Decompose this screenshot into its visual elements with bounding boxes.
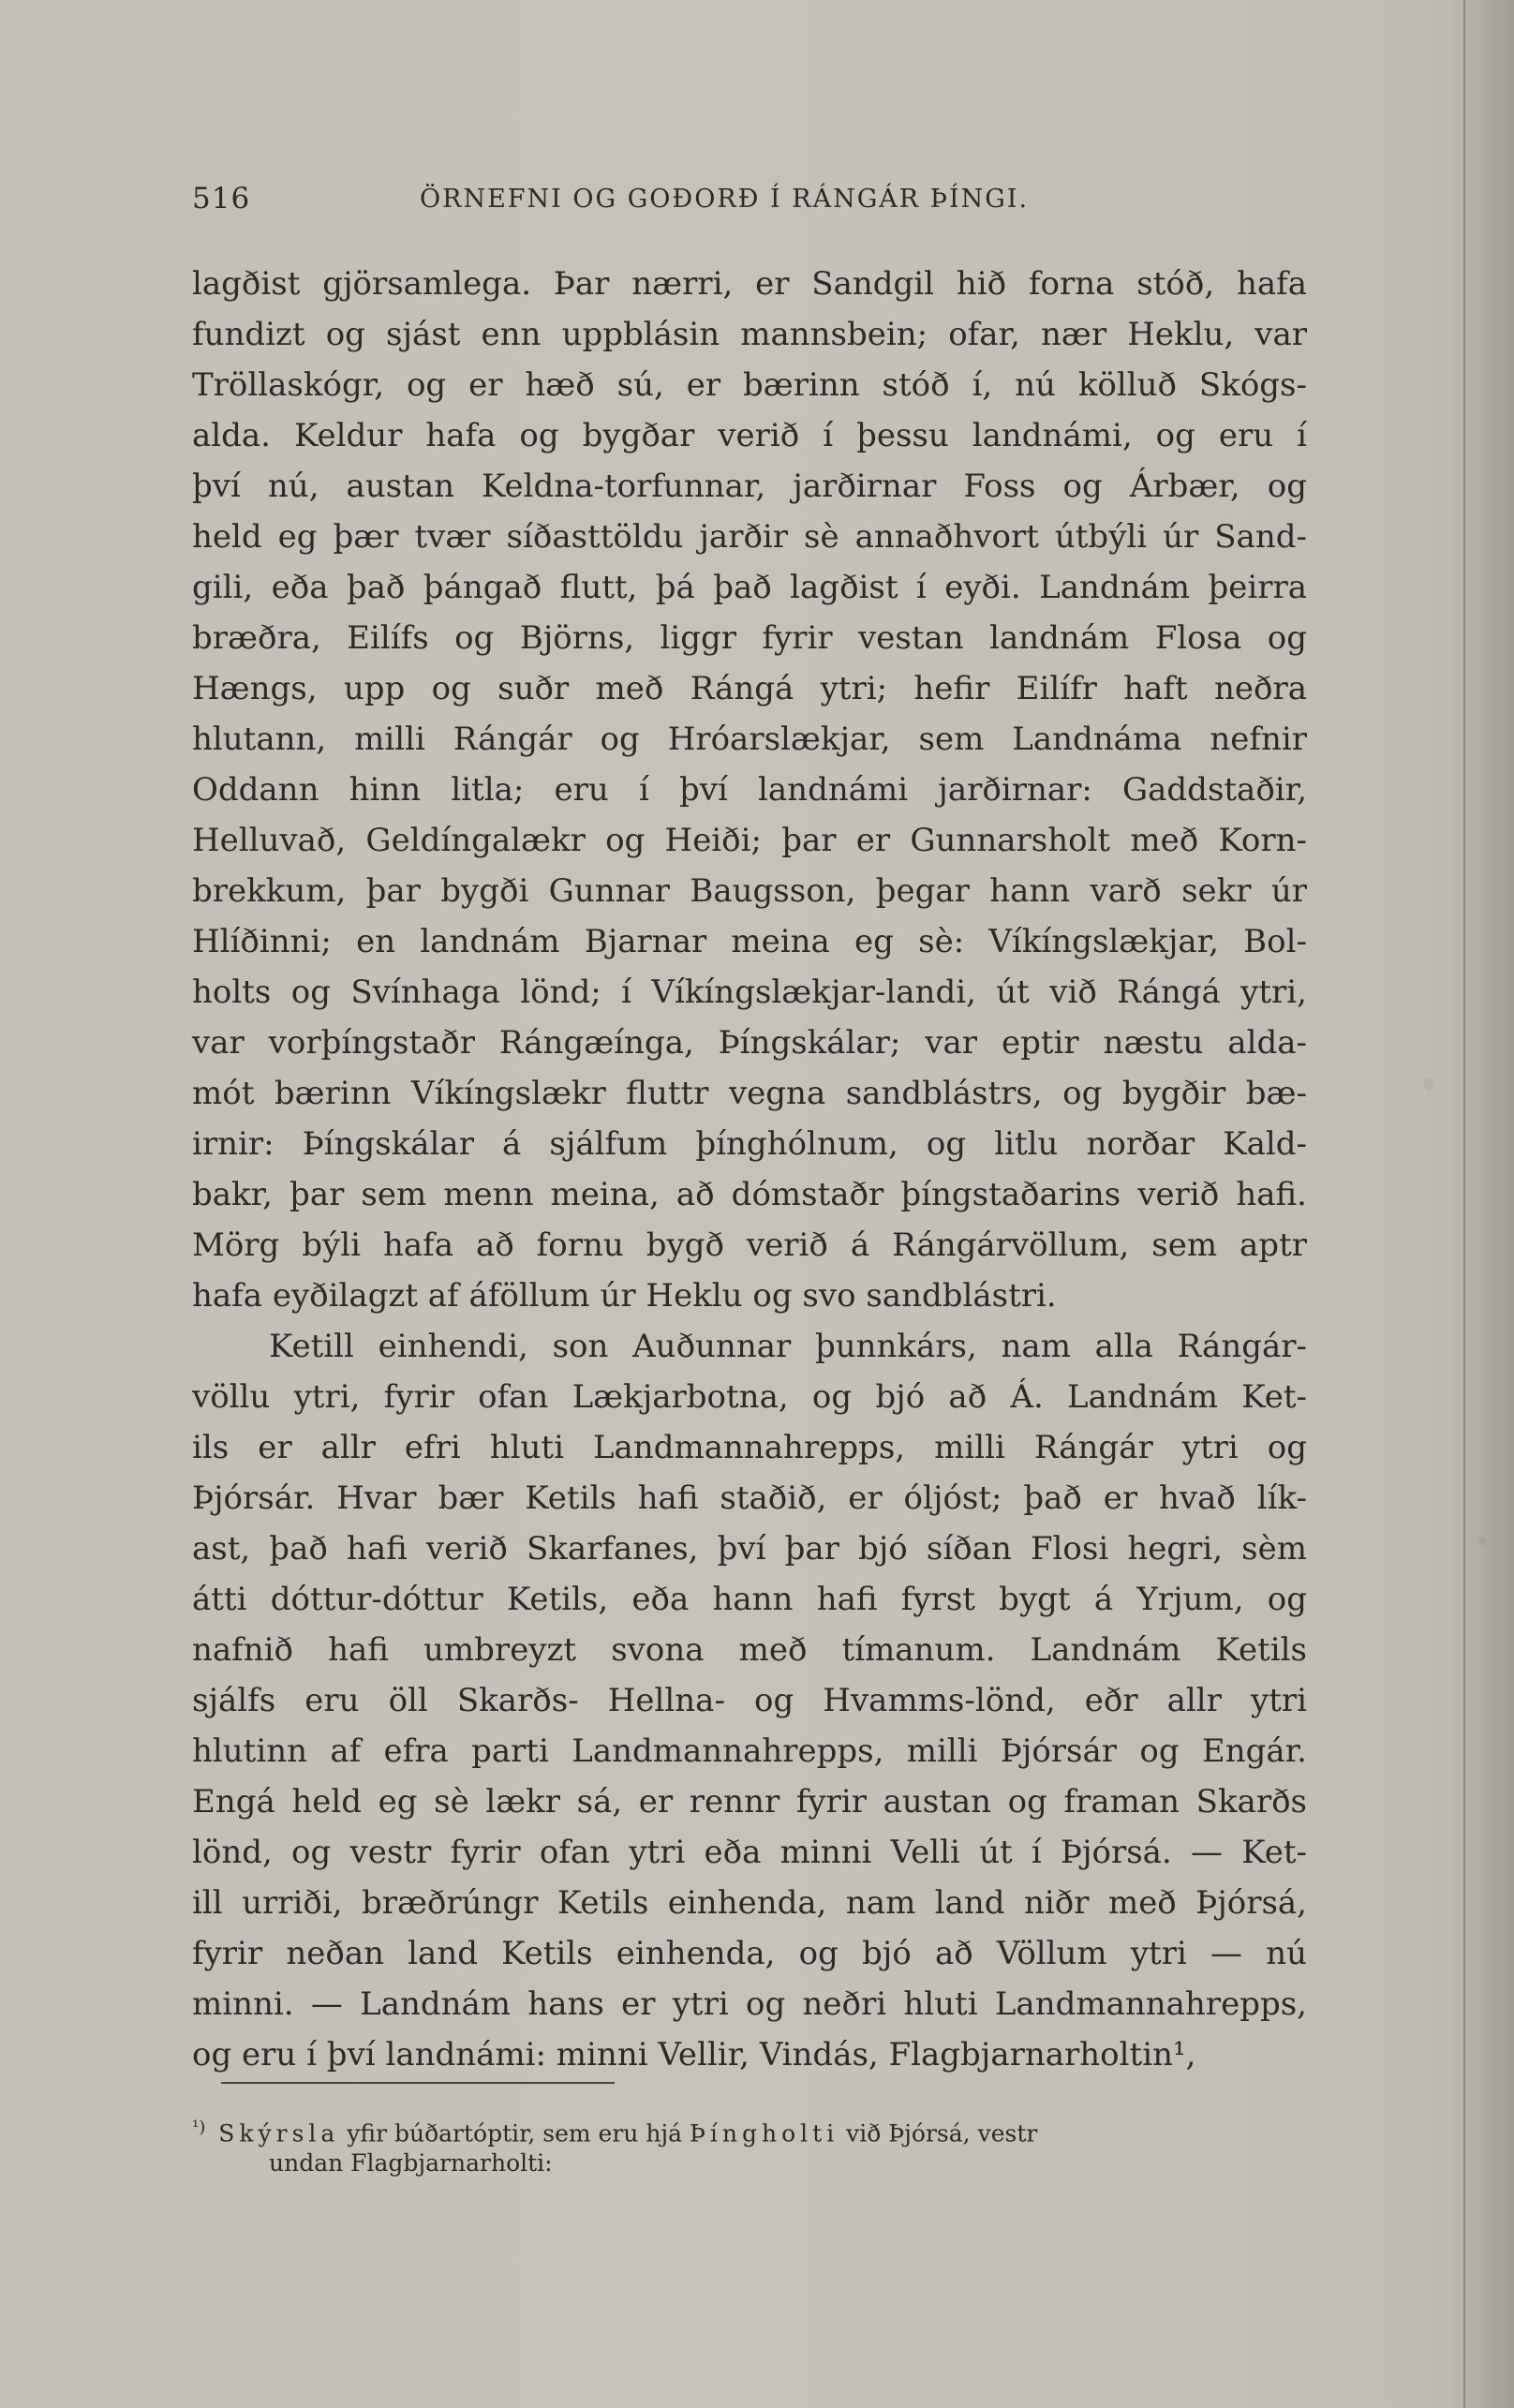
running-head	[192, 182, 1316, 219]
page-number: 516	[192, 182, 251, 216]
text-line: lönd, og vestr fyrir ofan ytri eða minni Velli út í Þjórsá. — Ket-	[192, 1834, 1307, 1871]
text-line: Hængs, upp og suðr með Rángá ytri; hefir Eilífr haft neðra	[192, 670, 1307, 707]
text-line: ast, það hafi verið Skarfanes, því þar bjó síðan Flosi hegri, sèm	[192, 1530, 1307, 1568]
text-line: Oddann hinn litla; eru í því landnámi jarðirnar: Gaddstaðir,	[192, 771, 1307, 809]
text-line: Helluvað, Geldíngalækr og Heiði; þar er Gunnarsholt með Korn-	[192, 822, 1307, 859]
running-title: ÖRNEFNI OG GOÐORÐ Í RÁNGÁR ÞÍNGI.	[420, 185, 1030, 214]
text-line: Tröllaskógr, og er hæð sú, er bærinn stóð í, nú kölluð Skógs-	[192, 366, 1307, 404]
paper-spot	[1478, 1537, 1486, 1546]
footnote	[192, 2110, 1307, 2181]
text-line: völlu ytri, fyrir ofan Lækjarbotna, og bjó að Á. Landnám Ket-	[192, 1378, 1307, 1416]
text-line: Engá held eg sè lækr sá, er rennr fyrir austan og framan Skarðs	[192, 1783, 1307, 1821]
footnote-lead: Skýrsla	[218, 2119, 340, 2148]
text-line: Mörg býli hafa að fornu bygð verið á Rángárvöllum, sem aptr	[192, 1226, 1307, 1264]
text-line: ill urriði, bræðrúngr Ketils einhenda, nam land niðr með Þjórsá,	[192, 1884, 1307, 1922]
text-line: minni. — Landnám hans er ytri og neðri hluti Landmannahrepps,	[192, 1985, 1307, 2023]
footnote-text: við Þjórsá, vestr	[846, 2119, 1038, 2148]
body-text	[192, 259, 1307, 2080]
text-line: Ketill einhendi, son Auðunnar þunnkárs, nam alla Rángár-	[269, 1328, 1307, 1365]
text-line: nafnið hafi umbreyzt svona með tímanum. Landnám Ketils	[192, 1631, 1307, 1669]
footnote-line: undan Flagbjarnarholti:	[269, 2149, 553, 2177]
text-line: gili, eða það þángað flutt, þá það lagðist í eyði. Landnám þeirra	[192, 569, 1307, 606]
text-line: var vorþíngstaðr Rángæínga, Þíngskálar; var eptir næstu alda-	[192, 1024, 1307, 1062]
text-line: hlutinn af efra parti Landmannahrepps, milli Þjórsár og Engár.	[192, 1732, 1307, 1770]
text-line: alda. Keldur hafa og bygðar verið í þessu landnámi, og eru í	[192, 417, 1307, 454]
text-line: brekkum, þar bygði Gunnar Baugsson, þegar hann varð sekr úr	[192, 872, 1307, 910]
text-line: irnir: Þíngskálar á sjálfum þínghólnum, og litlu norðar Kald-	[192, 1125, 1307, 1163]
footnote-place: Þíngholti	[690, 2119, 839, 2148]
text-line: hafa eyðilagzt af áföllum úr Heklu og svo sandblástri.	[192, 1277, 1057, 1315]
text-line: holts og Svínhaga lönd; í Víkíngslækjar-landi, út við Rángá ytri,	[192, 974, 1307, 1011]
footnote-line	[192, 2110, 1307, 2146]
text-line: bræðra, Eilífs og Björns, liggr fyrir vestan landnám Flosa og	[192, 619, 1307, 657]
page-edge-line	[1463, 0, 1465, 2408]
footnote-text: yfir búðartóptir, sem eru hjá	[347, 2119, 683, 2148]
text-line: mót bærinn Víkíngslækr fluttr vegna sandblástrs, og bygðir bæ-	[192, 1075, 1307, 1112]
footnote-marker: ¹)	[192, 2118, 206, 2137]
text-line: og eru í því landnámi: minni Vellir, Vindás, Flagbjarnarholtin¹,	[192, 2036, 1196, 2074]
text-line: fyrir neðan land Ketils einhenda, og bjó að Völlum ytri — nú	[192, 1935, 1307, 1972]
text-line: sjálfs eru öll Skarðs- Hellna- og Hvamms-lönd, eðr allr ytri	[192, 1682, 1307, 1719]
text-line: bakr, þar sem menn meina, að dómstaðr þíngstaðarins verið hafi.	[192, 1176, 1307, 1213]
page-edge-shadow	[1448, 0, 1514, 2408]
text-line: fundizt og sjást enn uppblásin mannsbein; ofar, nær Heklu, var	[192, 316, 1307, 353]
text-line: hlutann, milli Rángár og Hróarslækjar, sem Landnáma nefnir	[192, 721, 1307, 758]
text-line: ils er allr efri hluti Landmannahrepps, milli Rángár ytri og	[192, 1429, 1307, 1466]
text-line: átti dóttur-dóttur Ketils, eða hann hafi fyrst bygt á Yrjum, og	[192, 1581, 1307, 1618]
text-line: held eg þær tvær síðasttöldu jarðir sè annaðhvort útbýli úr Sand-	[192, 518, 1307, 556]
footnote-rule	[221, 2082, 615, 2084]
paper-spot	[1424, 1078, 1433, 1091]
text-line: Hlíðinni; en landnám Bjarnar meina eg sè: Víkíngslækjar, Bol-	[192, 923, 1307, 960]
text-line: lagðist gjörsamlega. Þar nærri, er Sandgil hið forna stóð, hafa	[192, 265, 1307, 303]
text-line: því nú, austan Keldna-torfunnar, jarðirnar Foss og Árbær, og	[192, 468, 1307, 505]
text-line: Þjórsár. Hvar bær Ketils hafi staðið, er óljóst; það er hvað lík-	[192, 1479, 1307, 1517]
